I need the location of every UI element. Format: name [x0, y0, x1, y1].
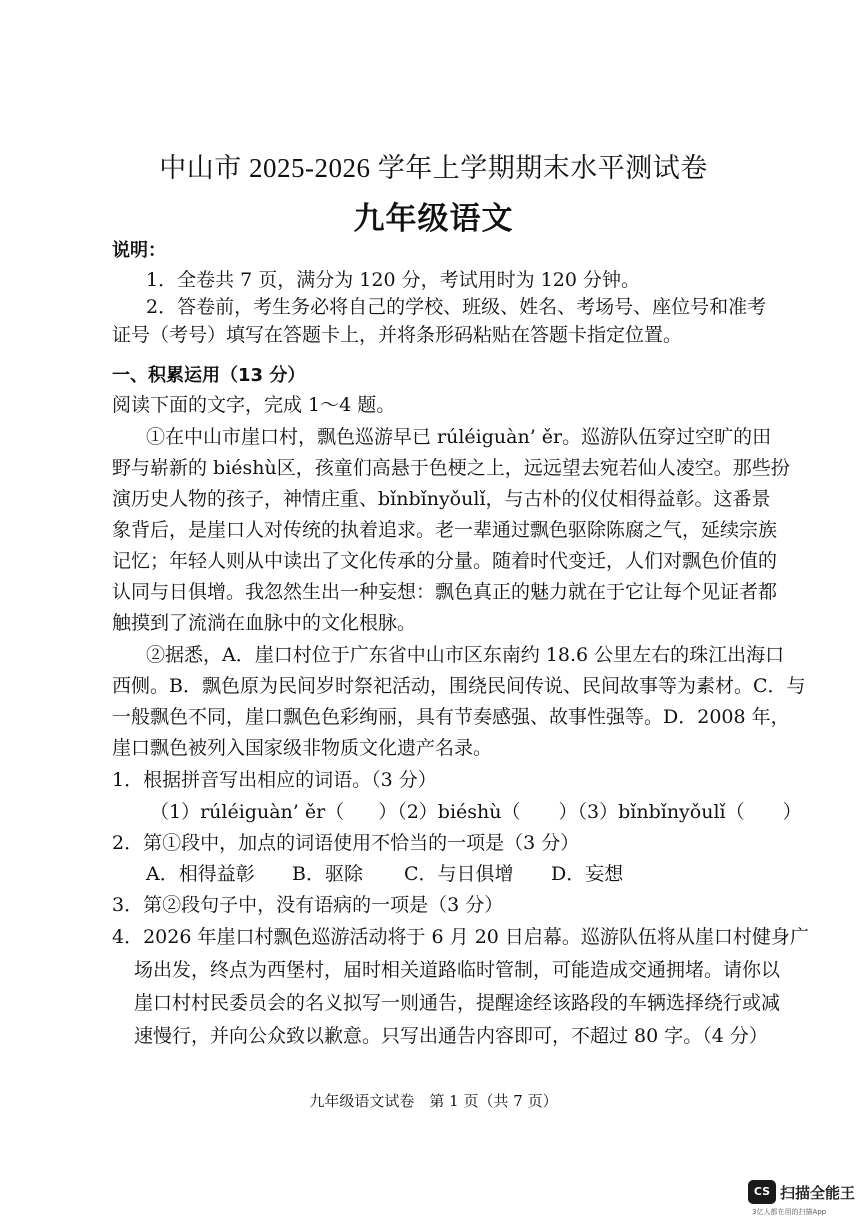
question-2-option-d: D．妄想: [551, 863, 624, 885]
passage-p2-line-1: ②据悉，A．崖口村位于广东省中山市区东南约 18.6 公里左右的珠江出海口: [146, 644, 785, 666]
passage-p1-line-6: 认同与日俱增。我忽然生出一种妄想：飘色真正的魅力就在于它让每个见证者都: [112, 581, 778, 603]
passage-p2-line-3: 一般飘色不同，崖口飘色色彩绚丽，具有节奏感强、故事性强等。D．2008 年，: [112, 706, 790, 728]
question-4-line-1: 4．2026 年崖口村飘色巡游活动将于 6 月 20 日启幕。巡游队伍将从崖口村健身广: [112, 926, 809, 948]
exam-subtitle: 九年级语文: [353, 201, 514, 237]
question-2-option-c: C．与日俱增: [404, 863, 514, 885]
passage-p2-line-4: 崖口飘色被列入国家级非物质文化遗产名录。: [112, 737, 493, 759]
passage-p2-line-2: 西侧。B．飘色原为民间岁时祭祀活动，围绕民间传说、民间故事等为素材。C．与: [112, 675, 806, 697]
scanner-logo-icon: CS: [748, 1180, 776, 1204]
question-1-blanks: （1）rúléiguàn’ ěr（ ）（2）biéshù（ ）（3）bǐnbǐnyǒulǐ（ ）: [150, 801, 802, 823]
question-2-option-b: B．驱除: [292, 863, 363, 885]
question-4-line-4: 速慢行，并向公众致以歉意。只写出通告内容即可，不超过 80 字。（4 分）: [134, 1025, 768, 1047]
instruction-item-1: 1．全卷共 7 页，满分为 120 分，考试用时为 120 分钟。: [146, 269, 640, 291]
section-intro: 阅读下面的文字，完成 1～4 题。: [112, 394, 396, 416]
instruction-item-2-line-1: 2．答卷前，考生务必将自己的学校、班级、姓名、考场号、座位号和准考: [146, 296, 767, 318]
passage-p1-line-1: ①在中山市崖口村，飘色巡游早已 rúléiguàn’ ěr。巡游队伍穿过空旷的田: [146, 426, 772, 448]
question-2-option-a: A．相得益彰: [146, 863, 255, 885]
q1-part-c: （3）bǐnbǐnyǒulǐ（: [577, 801, 745, 823]
page-footer: 九年级语文试卷 第 1 页（共 7 页）: [309, 1092, 558, 1110]
question-4-line-2: 场出发，终点为西堡村，届时相关道路临时管制，可能造成交通拥堵。请你以: [134, 959, 781, 981]
instruction-item-2-line-2: 证号（考号）填写在答题卡上，并将条形码粘贴在答题卡指定位置。: [112, 324, 683, 346]
passage-p1-line-5: 记忆；年轻人则从中读出了文化传承的分量。随着时代变迁，人们对飘色价值的: [112, 550, 778, 572]
passage-p1-line-4: 象背后，是崖口人对传统的执着追求。老一辈通过飘色驱除陈腐之气，延续宗族: [112, 519, 778, 541]
passage-p1-line-3: 演历史人物的孩子，神情庄重、bǐnbǐnyǒulǐ，与古朴的仪仗相得益彰。这番景: [112, 488, 771, 510]
passage-p1-line-7: 触摸到了流淌在血脉中的文化根脉。: [112, 612, 417, 634]
q1-part-a: （1）rúléiguàn’ ěr（: [150, 801, 345, 823]
scanner-tagline: 3亿人都在用的扫描App: [752, 1208, 827, 1216]
instructions-label: 说明：: [112, 240, 166, 261]
scanner-app-name: 扫描全能王: [780, 1184, 856, 1202]
question-2: 2．第①段中，加点的词语使用不恰当的一项是（3 分）: [112, 832, 580, 854]
scanner-watermark: [748, 1180, 860, 1220]
q1-part-b: （2）biéshù（: [397, 801, 521, 823]
passage-p1-line-2: 野与崭新的 biéshù区，孩童们高悬于色梗之上，远远望去宛若仙人凌空。那些扮: [112, 457, 790, 479]
question-4-line-3: 崖口村村民委员会的名义拟写一则通告，提醒途经该路段的车辆选择绕行或减: [134, 992, 781, 1014]
exam-title: 中山市 2025-2026 学年上学期期末水平测试卷: [159, 153, 708, 183]
question-1: 1．根据拼音写出相应的词语。（3 分）: [112, 769, 437, 791]
question-3: 3．第②段句子中，没有语病的一项是（3 分）: [112, 894, 504, 916]
section-heading: 一、积累运用（13 分）: [112, 365, 306, 386]
